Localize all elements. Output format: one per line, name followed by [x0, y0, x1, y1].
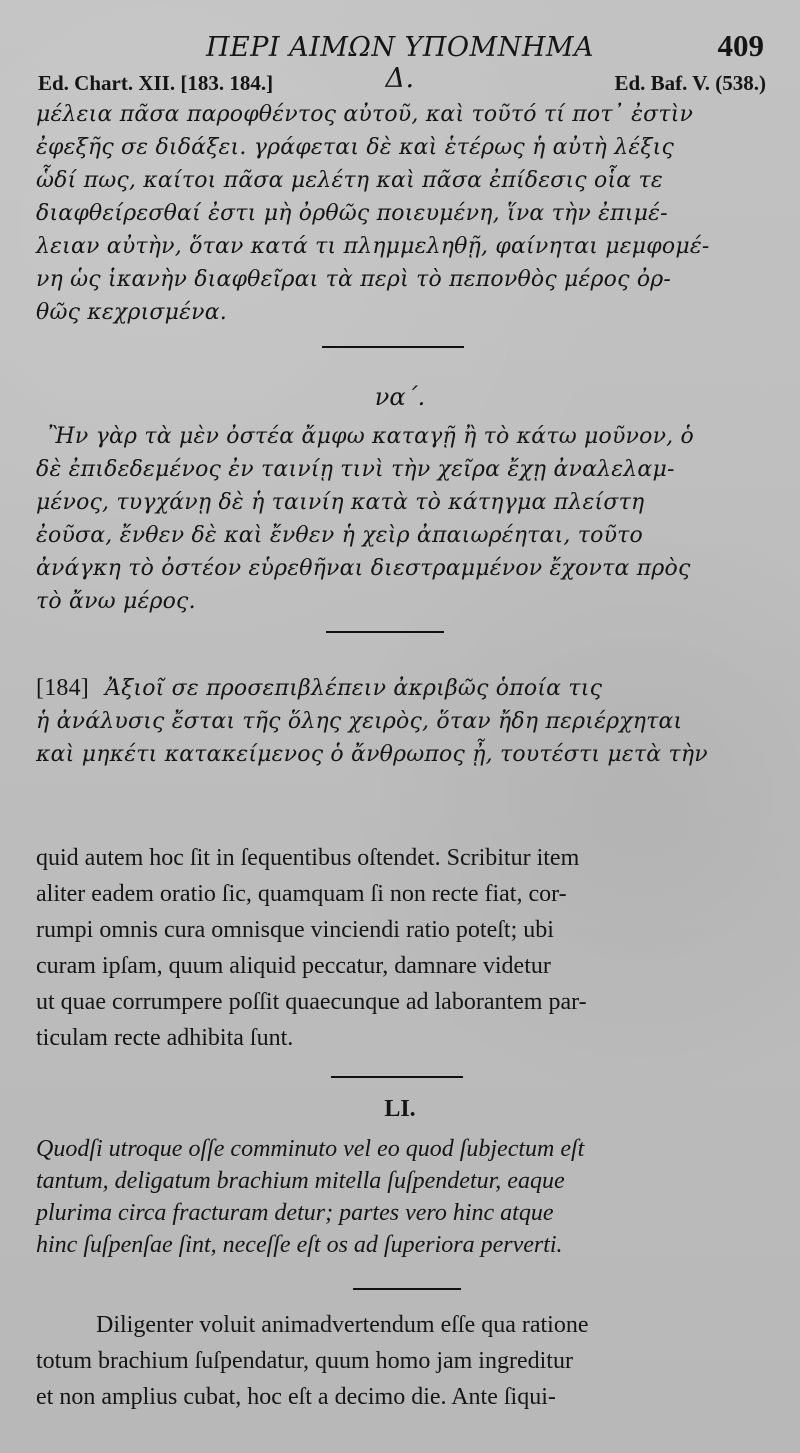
latin-line: quid autem hoc ſit in ſequentibus oſtendet. Scribitur item	[36, 845, 580, 871]
greek-line: [184] Ἀξιοῖ σε προσεπιβλέπειν ἀκριβῶς ὁποία τις	[36, 675, 603, 701]
greek-line: ἐφεξῆς σε διδάξει. γράφεται δὲ καὶ ἑτέρως ἡ αὐτὴ λέξις	[36, 135, 675, 160]
latin-line: et non amplius cubat, hoc eſt a decimo die. Ante ſiqui-	[36, 1384, 556, 1410]
latin-line: hinc ſuſpenſae ſint, neceſſe eſt os ad ſuperiora perverti.	[36, 1232, 563, 1258]
greek-line: καὶ μηκέτι κατακείμενος ὁ ἄνθρωπος ᾖ, τουτέστι μετὰ τὴν	[36, 742, 708, 767]
greek-line: ὧδί πως, καίτοι πᾶσα μελέτη καὶ πᾶσα ἐπίδεσις οἷα τε	[36, 168, 663, 193]
greek-line: θῶς κεχρισμένα.	[36, 300, 227, 325]
greek-line: μένος, τυγχάνῃ δὲ ἡ ταινίη κατὰ τὸ κάτηγμα πλείστη	[36, 490, 645, 515]
latin-line: ticulam recte adhibita ſunt.	[36, 1025, 294, 1051]
latin-aphorism-block	[36, 1133, 764, 1261]
latin-commentary-block	[36, 840, 764, 1056]
greek-line: μέλεια πᾶσα παροφθέντος αὐτοῦ, καὶ τοῦτό τί ποτ᾽ ἐστὶν	[36, 102, 694, 127]
latin-line: tantum, deligatum brachium mitella ſuſpendetur, eaque	[36, 1168, 565, 1194]
greek-aphorism-block	[36, 420, 764, 618]
greek-line: διαφθείρεσθαί ἐστι μὴ ὀρθῶς ποιευμένη, ἵνα τὴν ἐπιμέ-	[36, 201, 668, 226]
greek-line: δὲ ἐπιδεδεμένος ἐν ταινίῃ τινὶ τὴν χεῖρα ἔχῃ ἀναλελαμ-	[36, 457, 675, 482]
latin-section-number: LI.	[384, 1096, 416, 1122]
latin-line: totum brachium ſuſpendatur, quum homo jam ingreditur	[36, 1348, 573, 1374]
page-reference: [184]	[36, 675, 89, 701]
section-divider	[353, 1288, 461, 1290]
edition-reference-left: Ed. Chart. XII. [183. 184.]	[38, 71, 274, 95]
section-divider	[326, 631, 444, 633]
latin-line: ut quae corrumpere poſſit quaecunque ad laborantem par-	[36, 989, 587, 1015]
greek-line: ἡ ἀνάλυσις ἔσται τῆς ὅλης χειρὸς, ὅταν ἤδη περιέρχηται	[36, 709, 683, 734]
greek-line: λειαν αὐτὴν, ὅταν κατά τι πλημμεληθῇ, φαίνηται μεμφομέ-	[36, 234, 710, 259]
edition-reference-right: Ed. Baf. V. (538.)	[614, 71, 766, 95]
greek-commentary-block	[36, 672, 764, 771]
section-divider	[322, 346, 464, 348]
section-divider	[331, 1076, 463, 1078]
running-header-title: ΠΕΡΙ ΑΙΜΩΝ ΥΠΟΜΝΗΜΑ Δ.	[205, 32, 595, 94]
greek-section-number: να΄.	[374, 383, 426, 411]
greek-line: ἐοῦσα, ἔνθεν δὲ καὶ ἔνθεν ἡ χεὶρ ἀπαιωρέηται, τοῦτο	[36, 523, 643, 548]
greek-line: ἀνάγκη τὸ ὀστέον εὑρεθῆναι διεστραμμένον ἔχοντα πρὸς	[36, 556, 691, 581]
greek-line: νη ὡς ἱκανὴν διαφθεῖραι τὰ περὶ τὸ πεπονθὸς μέρος ὀρ-	[36, 267, 672, 292]
page-number: 409	[717, 28, 764, 63]
greek-commentary-block	[36, 98, 764, 329]
greek-line: τὸ ἄνω μέρος.	[36, 589, 196, 614]
latin-line: rumpi omnis cura omnisque vinciendi ratio poteſt; ubi	[36, 917, 554, 943]
greek-line: Ἢν γὰρ τὰ μὲν ὀστέα ἄμφω καταγῇ ἢ τὸ κάτω μοῦνον, ὁ	[48, 424, 694, 449]
latin-line: Diligenter voluit animadvertendum eſſe qua ratione	[96, 1312, 589, 1338]
latin-line: aliter eadem oratio ſic, quamquam ſi non recte fiat, cor-	[36, 881, 567, 907]
latin-line: plurima circa fracturam detur; partes vero hinc atque	[36, 1200, 554, 1226]
latin-line: curam ipſam, quum aliquid peccatur, damnare videtur	[36, 953, 551, 979]
latin-commentary-block	[36, 1307, 764, 1415]
latin-line: Quodſi utroque oſſe comminuto vel eo quod ſubjectum eſt	[36, 1136, 585, 1162]
